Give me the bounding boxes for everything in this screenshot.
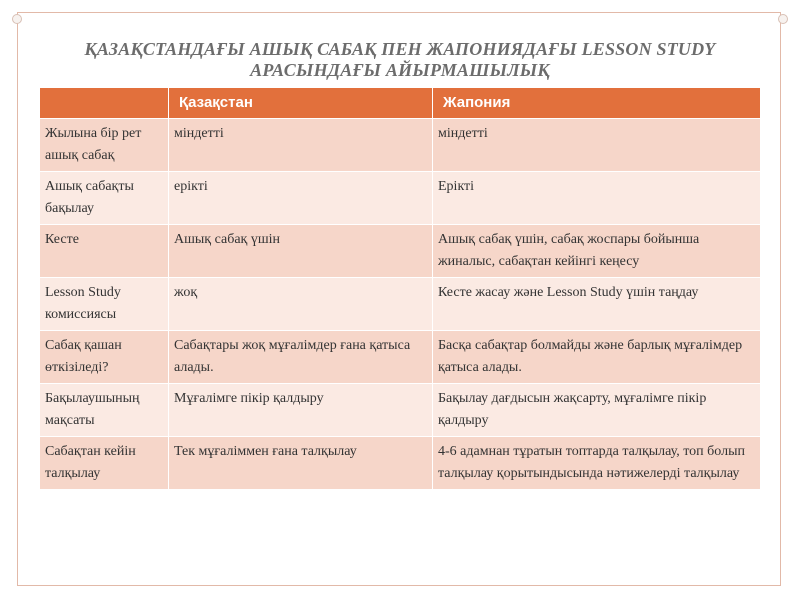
comparison-table: [39, 87, 761, 490]
table-row: [40, 384, 761, 437]
table-row: [40, 437, 761, 490]
table-row: [40, 172, 761, 225]
kazakhstan-cell: Мұғалімге пікір қалдыру: [169, 384, 433, 437]
kazakhstan-cell: Тек мұғаліммен ғана талқылау: [169, 437, 433, 490]
table-row: [40, 278, 761, 331]
kazakhstan-cell: ерікті: [169, 172, 433, 225]
japan-cell: Ерікті: [433, 172, 761, 225]
criterion-cell: Ашық сабақты бақылау: [40, 172, 169, 225]
japan-cell: Кесте жасау және Lesson Study үшін таңдау: [433, 278, 761, 331]
title-line-2: АРАСЫНДАҒЫ АЙЫРМАШЫЛЫҚ: [250, 60, 550, 80]
table-header-row: [40, 88, 761, 119]
criterion-cell: Кесте: [40, 225, 169, 278]
japan-cell: 4-6 адамнан тұратын топтарда талқылау, топ болып талқылау қорытындысында нәтижелерді талқылау: [433, 437, 761, 490]
header-criterion: [40, 88, 169, 119]
criterion-cell: Жылына бір рет ашық сабақ: [40, 119, 169, 172]
table-row: [40, 331, 761, 384]
kazakhstan-cell: Ашық сабақ үшін: [169, 225, 433, 278]
header-kazakhstan: Қазақстан: [169, 88, 433, 119]
kazakhstan-cell: міндетті: [169, 119, 433, 172]
japan-cell: міндетті: [433, 119, 761, 172]
table-row: [40, 119, 761, 172]
kazakhstan-cell: Сабақтары жоқ мұғалімдер ғана қатыса алады.: [169, 331, 433, 384]
slide-title: [20, 39, 780, 81]
criterion-cell: Бақылаушының мақсаты: [40, 384, 169, 437]
criterion-cell: Сабақтан кейін талқылау: [40, 437, 169, 490]
japan-cell: Бақылау дағдысын жақсарту, мұғалімге пікір қалдыру: [433, 384, 761, 437]
criterion-cell: Lesson Study комиссиясы: [40, 278, 169, 331]
japan-cell: Ашық сабақ үшін, сабақ жоспары бойынша жиналыс, сабақтан кейінгі кеңесу: [433, 225, 761, 278]
kazakhstan-cell: жоқ: [169, 278, 433, 331]
criterion-cell: Сабақ қашан өткізіледі?: [40, 331, 169, 384]
corner-dot-left: [12, 14, 22, 24]
header-japan: Жапония: [433, 88, 761, 119]
table-row: [40, 225, 761, 278]
title-line-1: ҚАЗАҚСТАНДАҒЫ АШЫҚ САБАҚ ПЕН ЖАПОНИЯДАҒЫ LESSON STUDY: [84, 39, 716, 59]
japan-cell: Басқа сабақтар болмайды және барлық мұғалімдер қатыса алады.: [433, 331, 761, 384]
corner-dot-right: [778, 14, 788, 24]
